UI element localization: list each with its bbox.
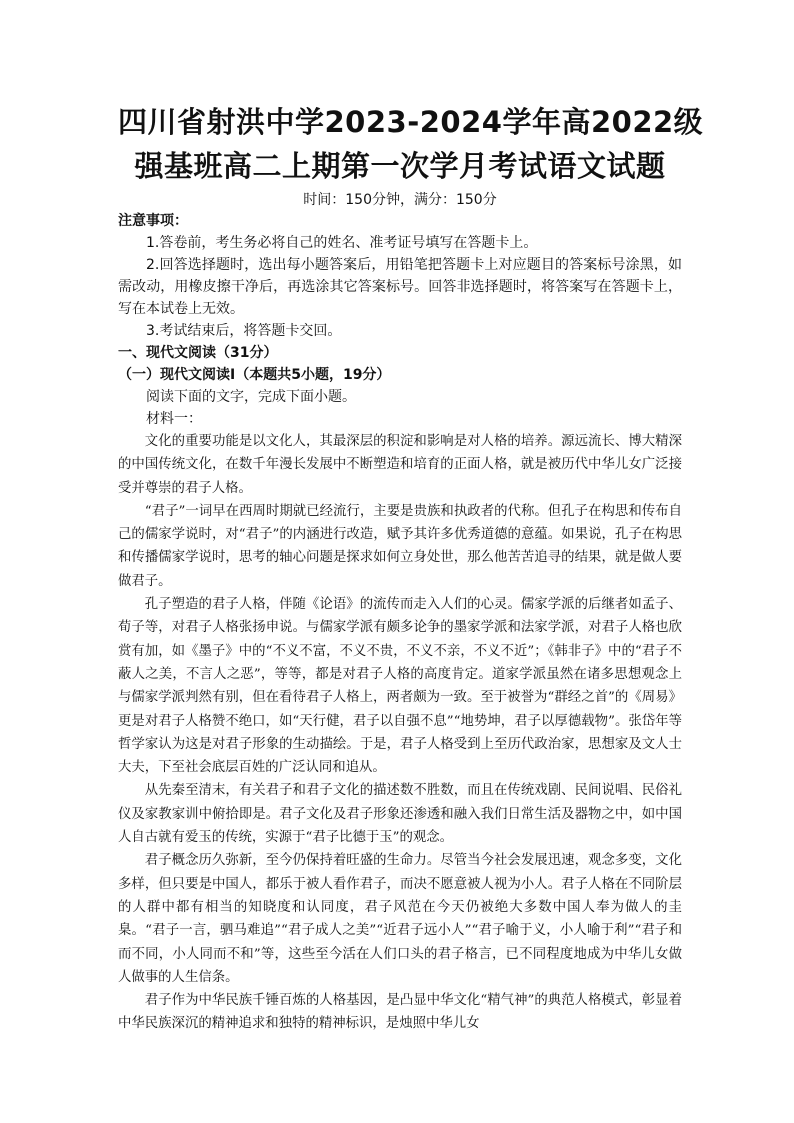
notice-item-3: 3.考试结束后，将答题卡交回。 — [146, 323, 342, 339]
passage-paragraph-3: 孔子塑造的君子人格，伴随《论语》的流传而走入人们的心灵。儒家学派的后继者如孟子、荀子等，对君子人格张扬申说。与儒家学派有颇多论争的墨家学派和法家学派，对君子人格也欣赏有加，如《墨子》中的“不义不富，不义不贵，不义不亲，不义不近”；《韩非子》中的“君子不蔽人之美，不言人之恶”，等等，都是对君子人格的高度肯定。道家学派虽然在诸多思想观念上与儒家学派判然有别，但在看待君子人格上，两者颇为一致。至于被誉为“群经之首”的《周易》更是对君子人格赞不绝口，如“天行健，君子以自强不息”“地势坤，君子以厚德载物”。张岱年等哲学家认为这是对君子形象的生动描绘。于是，君子人格受到上至历代政治家，思想家及文人士大夫，下至社会底层百姓的广泛认同和追从。 — [118, 597, 682, 776]
notice-item-2: 2.回答选择题时，选出每小题答案后，用铅笔把答题卡上对应题目的答案标号涂黑，如需改动，用橡皮擦干净后，再选涂其它答案标号。回答非选择题时，将答案写在答题卡上，写在本试卷上无效。 — [118, 257, 682, 317]
material-label: 材料一： — [146, 411, 202, 427]
notice-item-1: 1.答卷前，考生务必将自己的姓名、准考证号填写在答题卡上。 — [146, 235, 538, 251]
passage-paragraph-4: 从先秦至清末，有关君子和君子文化的描述数不胜数，而且在传统戏剧、民间说唱、民俗礼仪及家教家训中俯拾即是。君子文化及君子形象还渗透和融入我们日常生活及器物之中，如中国人自古就有爱玉的传统，实源于“君子比德于玉”的观念。 — [118, 783, 682, 846]
subsection-heading: （一）现代文阅读Ⅰ（本题共5小题，19分） — [118, 367, 391, 383]
notice-heading: 注意事项： — [118, 213, 188, 229]
passage-paragraph-6: 君子作为中华民族千锤百炼的人格基因，是凸显中华文化“精气神”的典范人格模式，彰显着中华民族深沉的精神追求和独特的精神标识，是烛照中华儿女 — [118, 993, 682, 1032]
passage-paragraph-1: 文化的重要功能是以文化人，其最深层的积淀和影响是对人格的培养。源远流长、博大精深的中国传统文化，在数千年漫长发展中不断塑造和培育的正面人格，就是被历代中华儿女广泛接受并尊崇的君子人格。 — [118, 434, 682, 496]
passage-paragraph-2: “君子”一词早在西周时期就已经流行，主要是贵族和执政者的代称。但孔子在构思和传布自己的儒家学说时，对“君子”的内涵进行改造，赋予其许多优秀道德的意蕴。如果说，孔子在构思和传播儒家学说时，思考的轴心问题是探求如何立身处世，那么他苦苦追寻的结果，就是做人要做君子。 — [118, 503, 682, 589]
exam-time-score: 时间：150分钟，满分：150分 — [303, 192, 497, 208]
exam-title-line-1: 四川省射洪中学2023-2024学年高2022级 — [118, 105, 704, 139]
passage-paragraph-5: 君子概念历久弥新，至今仍保持着旺盛的生命力。尽管当今社会发展迅速，观念多变，文化多样，但只要是中国人，都乐于被人看作君子，而决不愿意被人视为小人。君子人格在不同阶层的人群中都有相当的知晓度和认同度，君子风范在今天仍被绝大多数中国人奉为做人的圭臬。“君子一言，驷马难追”“君子成人之美”“近君子远小人”“君子喻于义，小人喻于利”“君子和而不同，小人同而不和”等，这些至今活在人们口头的君子格言，已不同程度地成为中华儿女做人做事的人生信条。 — [118, 853, 682, 985]
exam-title-line-2: 强基班高二上期第一次学月考试语文试题 — [134, 149, 666, 183]
section-heading: 一、现代文阅读（31分） — [118, 345, 278, 361]
reading-instruction: 阅读下面的文字，完成下面小题。 — [146, 389, 356, 405]
